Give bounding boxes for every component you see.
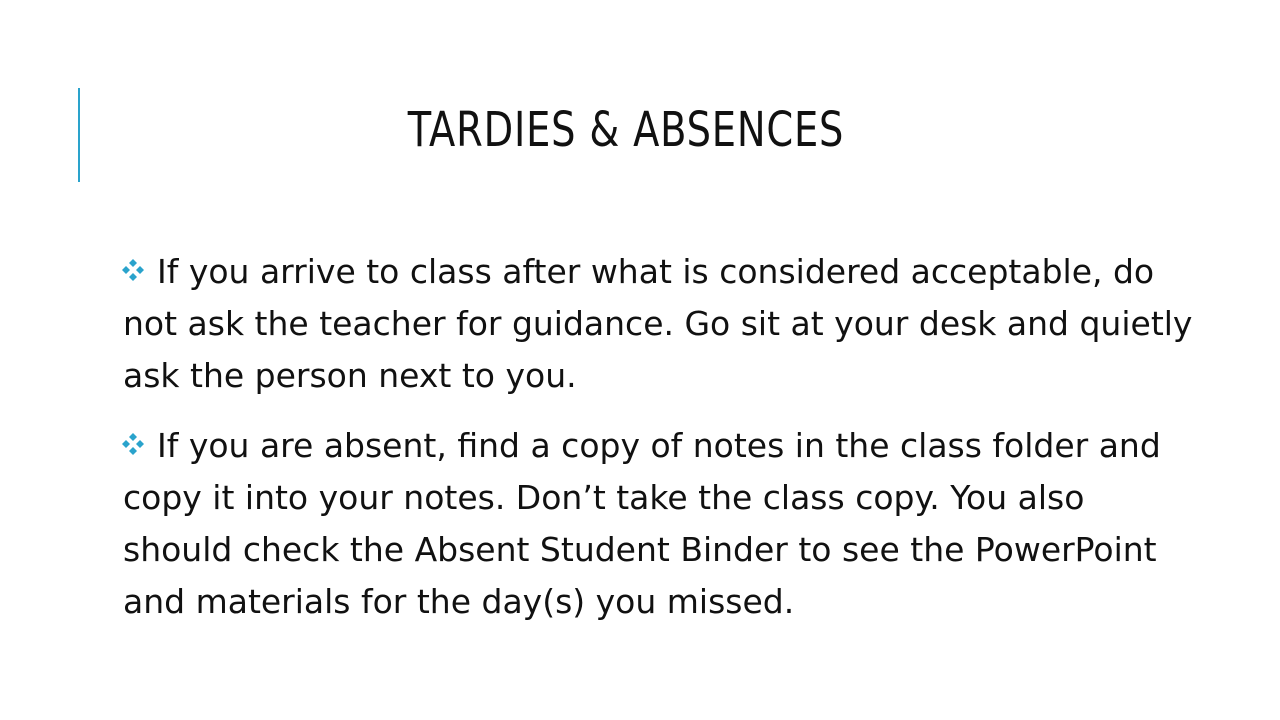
four-diamond-bullet-icon [117, 432, 149, 456]
bullet-text: If you arrive to class after what is considered acceptable, do not ask the teacher for guidance. Go sit at your desk and quietly ask the person next to you. [123, 252, 1193, 395]
slide-title: TARDIES & ABSENCES [407, 102, 845, 158]
slide-body [123, 246, 1203, 646]
bullet-text: If you are absent, find a copy of notes in the class folder and copy it into your notes. Don’t take the class copy. You also should check the Absent Student Binder to see the PowerPoint and materials for the day(s) you missed. [123, 426, 1161, 621]
four-diamond-bullet-icon [117, 258, 149, 282]
bullet-item [123, 246, 1203, 402]
title-accent-bar [78, 88, 80, 182]
bullet-item [123, 420, 1203, 628]
